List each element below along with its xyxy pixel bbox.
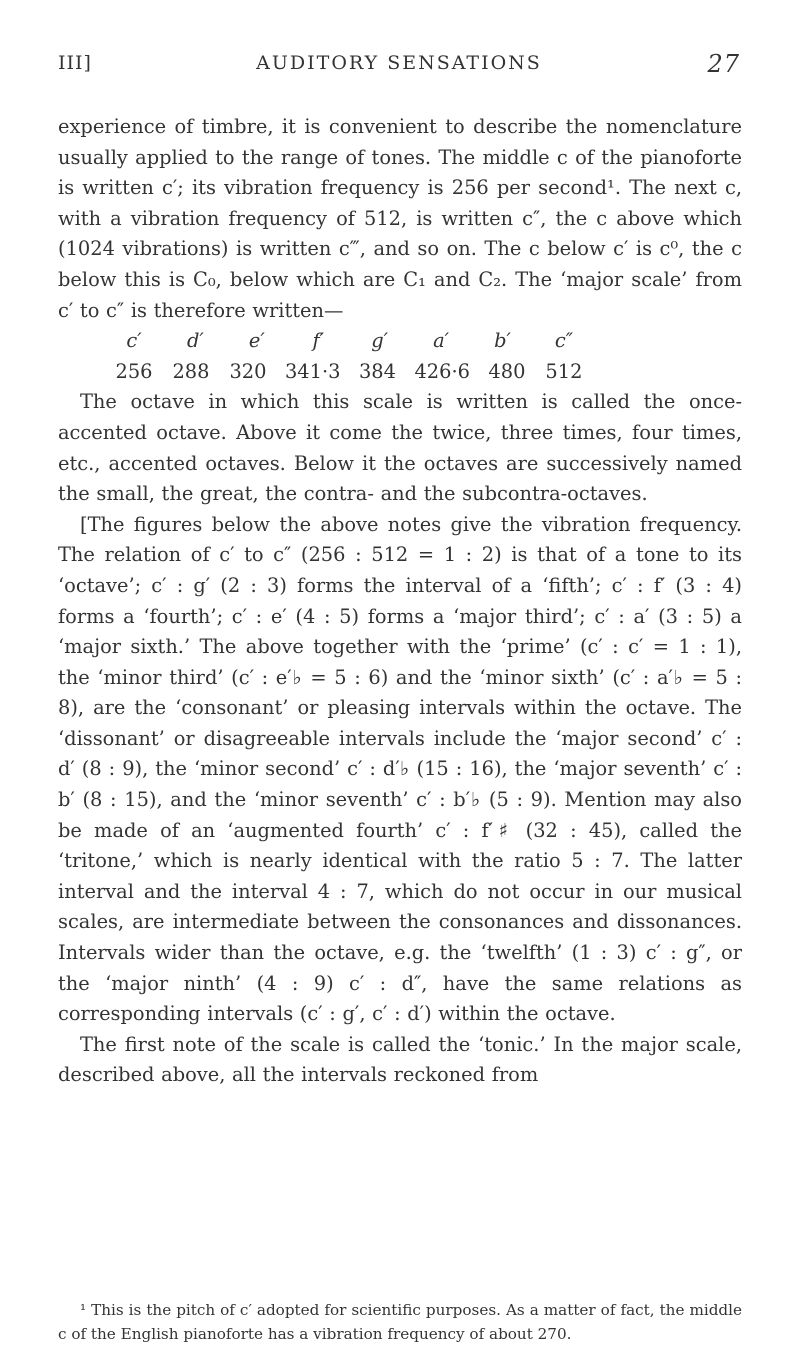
body-text bbox=[58, 112, 742, 1091]
scale-frequency: 288 bbox=[172, 359, 210, 383]
scale-notes-row bbox=[114, 326, 584, 357]
scale-frequency-row bbox=[114, 357, 584, 388]
footnote-text: ¹ This is the pitch of c′ adopted for scientific purposes. As a matter of fact, the middle c of the English pianoforte has a vibration frequency of about 270. bbox=[58, 1301, 742, 1343]
scale-note: f′ bbox=[312, 329, 325, 353]
paragraph-intervals: [The figures below the above notes give the vibration frequency. The relation of c′ to c″ (256 : 512 = 1 : 2) is that of a tone to its ‘octave’; c′ : g′ (2 : 3) forms the interval of a ‘fifth’; c′ : f′ (3 : 4) forms a ‘fourth’; c′ : e′ (4 : 5) forms a ‘major third’; c′ : a′ (3 : 5) a ‘major sixth.’ The above together with the ‘prime’ (c′ : c′ = 1 : 1), the ‘minor third’ (c′ : e′♭ = 5 : 6) and the ‘minor sixth’ (c′ : a′♭ = 5 : 8), are the ‘consonant’ or pleasing intervals within the octave. The ‘dissonant’ or disagreeable intervals include the ‘major second’ c′ : d′ (8 : 9), the ‘minor second’ c′ : d′♭ (15 : 16), the ‘major seventh’ c′ : b′ (8 : 15), and the ‘minor seventh’ c′ : b′♭ (5 : 9). Mention may also be made of an ‘augmented fourth’ c′ : f′♯ (32 : 45), called the ‘tritone,’ which is nearly identical with the ratio 5 : 7. The latter interval and the interval 4 : 7, which do not occur in our musical scales, are intermediate between the consonances and dissonances. Intervals wider than the octave, e.g. the ‘twelfth’ (1 : 3) c′ : g″, or the ‘major ninth’ (4 : 9) c′ : d″, have the same relations as corresponding intervals (c′ : g′, c′ : d′) within the octave. bbox=[58, 512, 742, 1026]
scale-note: c′ bbox=[126, 329, 142, 353]
page-number: 27 bbox=[707, 50, 740, 78]
running-head bbox=[58, 52, 740, 84]
paragraph-tonic: The first note of the scale is called the ‘tonic.’ In the major scale, described above, all the intervals reckoned from bbox=[58, 1032, 742, 1087]
scale-note: g′ bbox=[371, 329, 389, 353]
scale-frequency: 320 bbox=[229, 359, 267, 383]
scale-frequency: 512 bbox=[545, 359, 583, 383]
chapter-number: III] bbox=[58, 52, 92, 74]
scale-note: d′ bbox=[187, 329, 204, 353]
scale-note: a′ bbox=[433, 329, 450, 353]
scale-frequency: 341·3 bbox=[284, 359, 341, 383]
scale-note: b′ bbox=[494, 329, 511, 353]
scale-frequency: 256 bbox=[115, 359, 153, 383]
footnote bbox=[58, 1298, 742, 1346]
paragraph-octaves: The octave in which this scale is written is called the once-accented octave. Above it come the twice, three times, four times, etc., accented octaves. Below it the octaves are successively named the small, the great, the contra- and the subcontra-octaves. bbox=[58, 390, 742, 506]
scale-frequency: 426·6 bbox=[414, 359, 470, 383]
scale-frequency: 384 bbox=[358, 359, 396, 383]
scale-frequency: 480 bbox=[488, 359, 526, 383]
scale-note: e′ bbox=[248, 329, 265, 353]
scale-note: c″ bbox=[554, 329, 573, 353]
paragraph-nomenclature: experience of timbre, it is convenient to describe the nomenclature usually applied to the range of tones. The middle c of the pianoforte is written c′; its vibration frequency is 256 per second¹. The next c, with a vibration frequency of 512, is written c″, the c above which (1024 vibrations) is written c‴, and so on. The c below c′ is c⁰, the c below this is C₀, below which are C₁ and C₂. The ‘major scale’ from c′ to c″ is therefore written— bbox=[58, 115, 742, 322]
running-title: AUDITORY SENSATIONS bbox=[256, 52, 542, 74]
